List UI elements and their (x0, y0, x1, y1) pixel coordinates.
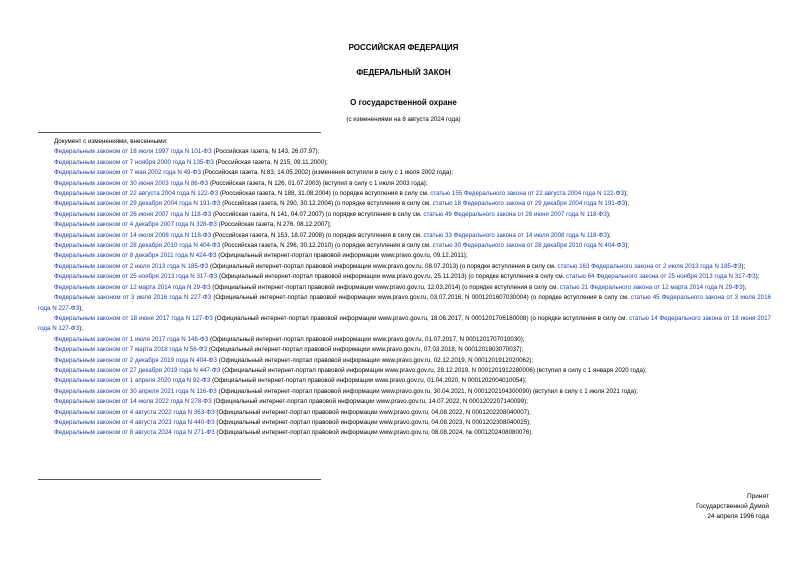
amendment-source-text: (Российская газета, N 296, 30.12.2010) (о порядке вступления в силу см. (220, 242, 433, 250)
amendment-source-text: (Официальный интернет-портал правовой информации www.pravo.gov.ru, 25.11.2013) (о порядке вступления в силу см. (217, 273, 567, 281)
amendment-article-link[interactable]: статью 18 Федерального закона от 29 декабря 2004 года N 191-ФЗ (432, 200, 626, 208)
amendment-source-text: (Официальный интернет-портал правовой информации www.pravo.gov.ru, 01.07.2017, N 0001201707010030); (208, 335, 525, 343)
amendment-source-text: (Официальный интернет-портал правовой информации www.pravo.gov.ru, 28.12.2019, N 0001201912280006) (вступил в силу с 1 января 2020 года); (220, 366, 647, 374)
amendment-tail-text: ); (606, 210, 611, 218)
amendment-source-text: (Официальный интернет-портал правовой информации www.pravo.gov.ru, 12.03.2014) (о порядке вступления в силу см. (210, 283, 560, 291)
amendment-tail-text: ); (625, 242, 630, 250)
amendment-tail-text: ); (625, 200, 630, 208)
amendment-entry (38, 210, 771, 220)
amendment-article-link[interactable]: статью 30 Федерального закона от 28 декабря 2010 года N 404-ФЗ (432, 242, 626, 250)
amendment-law-link[interactable]: Федеральным законом от 1 апреля 2020 года N 92-ФЗ (54, 377, 211, 385)
amendment-source-text: (Российская газета, N 188, 31.08.2004) (о порядке вступления в силу см. (218, 190, 431, 198)
amendment-entry (38, 397, 771, 407)
amendment-source-text: (Официальный интернет-портал правовой информации www.pravo.gov.ru, 08.08.2024, № 0001202408080076). (214, 429, 534, 437)
amendment-law-link[interactable]: Федеральным законом от 14 июля 2022 года N 278-ФЗ (54, 398, 212, 406)
amendment-law-link[interactable]: Федеральным законом от 7 марта 2018 года N 56-ФЗ (54, 346, 208, 354)
amendment-law-link[interactable]: Федеральным законом от 8 декабря 2011 года N 424-ФЗ (54, 252, 217, 260)
amendment-law-link[interactable]: Федеральным законом от 4 декабря 2007 года N 328-ФЗ (54, 221, 217, 229)
amendment-article-link[interactable]: статью 64 Федерального закона от 25 ноября 2013 года N 317-ФЗ (566, 273, 756, 281)
document-type-heading: ФЕДЕРАЛЬНЫЙ ЗАКОН (356, 68, 451, 77)
amendment-law-link[interactable]: Федеральным законом от 1 июля 2017 года N 148-ФЗ (54, 335, 209, 343)
amendment-tail-text: ); (741, 262, 746, 270)
amendment-law-link[interactable]: Федеральным законом от 3 июля 2016 года N 227-ФЗ (54, 294, 212, 302)
amendment-source-text: (Российская газета, N 126, 01.07.2003) (вступил в силу с 1 июля 2003 года); (208, 179, 428, 187)
amendment-article-link[interactable]: статью 45 Федерального закона от 3 июля 2016 года N 227-ФЗ (38, 294, 771, 312)
amendment-article-link[interactable]: статью 33 Федерального закона от 14 июля 2008 года N 118-ФЗ (423, 231, 607, 239)
amendment-source-text: (Российская газета, N 153, 18.07.2008) (о порядке вступления в силу см. (211, 231, 424, 239)
amendment-entry (38, 251, 771, 261)
amendment-entry (38, 283, 771, 293)
amendment-entry (38, 408, 771, 418)
accepted-date: 24 апреля 1996 года (707, 513, 769, 520)
amendment-entry (38, 366, 771, 376)
amendment-law-link[interactable]: Федеральным законом от 12 марта 2014 года N 29-ФЗ (54, 283, 211, 291)
amendment-tail-text: ); (79, 304, 83, 312)
amendment-entry (38, 293, 771, 314)
amendment-source-text: (Официальный интернет-портал правовой информации www.pravo.gov.ru, 08.07.2013) (о порядке вступления в силу см. (208, 262, 558, 270)
amendment-source-text: (Российская газета, N 143, 26.07.97); (211, 148, 320, 156)
amendment-article-link[interactable]: статью 163 Федерального закона от 2 июля 2013 года N 185-ФЗ (557, 262, 742, 270)
amendment-law-link[interactable]: Федеральным законом от 30 июня 2003 года N 86-ФЗ (54, 179, 209, 187)
amendment-law-link[interactable]: Федеральным законом от 4 августа 2022 года N 363-ФЗ (54, 408, 215, 416)
amendment-source-text: (Российская газета, N 215, 09.11.2000); (213, 158, 328, 166)
amendment-source-text: (Официальный интернет-портал правовой информации www.pravo.gov.ru, 18.06.2017, N 0001201706180008) (о порядке вступления в силу см. (212, 314, 629, 322)
amendment-law-link[interactable]: Федеральным законом от 18 июля 1997 года N 101-ФЗ (54, 148, 212, 156)
amendment-source-text: (Российская газета, N 141, 04.07.2007) (о порядке вступления в силу см. (211, 210, 424, 218)
amendment-law-link[interactable]: Федеральным законом от 27 декабря 2019 года N 447-ФЗ (54, 366, 221, 374)
amendment-law-link[interactable]: Федеральным законом от 18 июня 2017 года N 127-ФЗ (54, 314, 213, 322)
amendment-entry (38, 231, 771, 241)
amendment-source-text: (Официальный интернет-портал правовой информации www.pravo.gov.ru, 02.12.2019, N 0001201912020062); (216, 356, 534, 364)
amendment-law-link[interactable]: Федеральным законом от 2 декабря 2019 года N 404-ФЗ (54, 356, 217, 364)
amendment-source-text: (Официальный интернет-портал правовой информации www.pravo.gov.ru, 14.07.2022, N 0001202207140099); (211, 398, 528, 406)
amendment-entry (38, 428, 771, 438)
amendment-entry (38, 199, 771, 209)
amendments-heading: Документ с изменениями, внесенными: (54, 138, 168, 145)
amendment-law-link[interactable]: Федеральным законом от 26 июня 2007 года N 118-ФЗ (54, 210, 212, 218)
amendment-tail-text: ); (606, 231, 611, 239)
accepted-by: Государственной Думой (696, 503, 769, 510)
amendment-entry (38, 220, 771, 230)
amendment-source-text: (Официальный интернет-портал правовой информации www.pravo.gov.ru, 03.07.2016, N 0001201607030004) (о порядке вступления в силу см. (211, 294, 631, 302)
amendment-law-link[interactable]: Федеральным законом от 30 апреля 2021 года N 116-ФЗ (54, 387, 217, 395)
accepted-label: Принят (746, 493, 769, 500)
amendment-tail-text: ); (79, 325, 83, 333)
amendment-source-text: (Официальный интернет-портал правовой информации www.pravo.gov.ru, 09.12.2011); (216, 252, 468, 260)
amendment-entry (38, 418, 771, 428)
amendment-entry (38, 335, 771, 345)
amendment-source-text: (Официальный интернет-портал правовой информации www.pravo.gov.ru, 07.03.2018, N 0001201803070037); (207, 346, 524, 354)
amendment-article-link[interactable]: статью 49 Федерального закона от 26 июня 2007 года N 118-ФЗ (423, 210, 607, 218)
amendment-source-text: (Официальный интернет-портал правовой информации www.pravo.gov.ru, 04.08.2022, N 0001202208040007); (214, 408, 531, 416)
amendment-law-link[interactable]: Федеральным законом от 28 декабря 2010 года N 404-ФЗ (54, 242, 221, 250)
amendment-law-link[interactable]: Федеральным законом от 29 декабря 2004 года N 191-ФЗ (54, 200, 221, 208)
amendment-entry (38, 314, 771, 335)
amendment-law-link[interactable]: Федеральным законом от 7 ноября 2000 года N 135-ФЗ (54, 158, 214, 166)
amendment-entry (38, 345, 771, 355)
amendment-source-text: (Официальный интернет-портал правовой информации www.pravo.gov.ru, 01.04.2020, N 0001202004010054); (210, 377, 527, 385)
amendment-entry (38, 241, 771, 251)
amendment-tail-text: ); (755, 273, 760, 281)
amendment-date-note: (с изменениями на 8 августа 2024 года) (346, 116, 461, 123)
amendment-article-link[interactable]: статью 155 Федерального закона от 22 августа 2004 года N 122-ФЗ (430, 190, 625, 198)
amendment-law-link[interactable]: Федеральным законом от 2 июля 2013 года N 185-ФЗ (54, 262, 209, 270)
amendment-entry (38, 272, 771, 282)
amendment-source-text: (Российская газета, N 290, 30.12.2004) (о порядке вступления в силу см. (220, 200, 433, 208)
amendment-tail-text: ); (624, 190, 628, 198)
amendment-entry (38, 387, 771, 397)
divider-bottom (38, 479, 321, 480)
amendment-entry (38, 179, 771, 189)
amendment-entry (38, 189, 771, 199)
amendment-entry (38, 147, 771, 157)
amendment-law-link[interactable]: Федеральным законом от 8 августа 2024 года N 271-ФЗ (54, 429, 215, 437)
amendments-list (38, 137, 771, 439)
amendment-source-text: (Официальный интернет-портал правовой информации www.pravo.gov.ru, 04.08.2023, N 0001202308040025); (214, 418, 531, 426)
divider-top (38, 132, 321, 133)
amendment-entry (38, 356, 771, 366)
amendment-law-link[interactable]: Федеральным законом от 25 ноября 2013 года N 317-ФЗ (54, 273, 218, 281)
document-title: О государственной охране (350, 98, 457, 107)
amendment-law-link[interactable]: Федеральным законом от 7 мая 2002 года N 49-ФЗ (54, 169, 201, 177)
amendment-article-link[interactable]: статью 14 Федерального закона от 18 июня 2017 года N 127-ФЗ (38, 314, 771, 333)
country-heading: РОССИЙСКАЯ ФЕДЕРАЦИЯ (348, 43, 459, 52)
amendment-law-link[interactable]: Федеральным законом от 22 августа 2004 года N 122-ФЗ (54, 190, 219, 198)
amendment-entry (38, 168, 771, 178)
amendment-law-link[interactable]: Федеральным законом от 14 июля 2008 года N 118-ФЗ (54, 231, 212, 239)
amendments-items (38, 147, 771, 438)
amendment-law-link[interactable]: Федеральным законом от 4 августа 2023 года N 440-ФЗ (54, 418, 215, 426)
amendment-source-text: (Российская газета, N 83, 14.05.2002) (изменения вступили в силу с 1 июля 2002 года); (200, 169, 454, 177)
amendment-entry (38, 158, 771, 168)
amendment-entry (38, 376, 771, 386)
amendment-article-link[interactable]: статью 21 Федерального закона от 12 марта 2014 года N 29-ФЗ (559, 283, 743, 291)
amendment-source-text: (Российская газета, N 276, 08.12.2007); (216, 221, 332, 229)
amendment-entry (38, 262, 771, 272)
acceptance-block (696, 492, 769, 522)
amendment-source-text: (Официальный интернет-портал правовой информации www.pravo.gov.ru, 30.04.2021, N 0001202104300090) (вступил в силу с 1 июля 2021 года); (216, 387, 638, 395)
amendment-tail-text: ); (742, 283, 747, 291)
